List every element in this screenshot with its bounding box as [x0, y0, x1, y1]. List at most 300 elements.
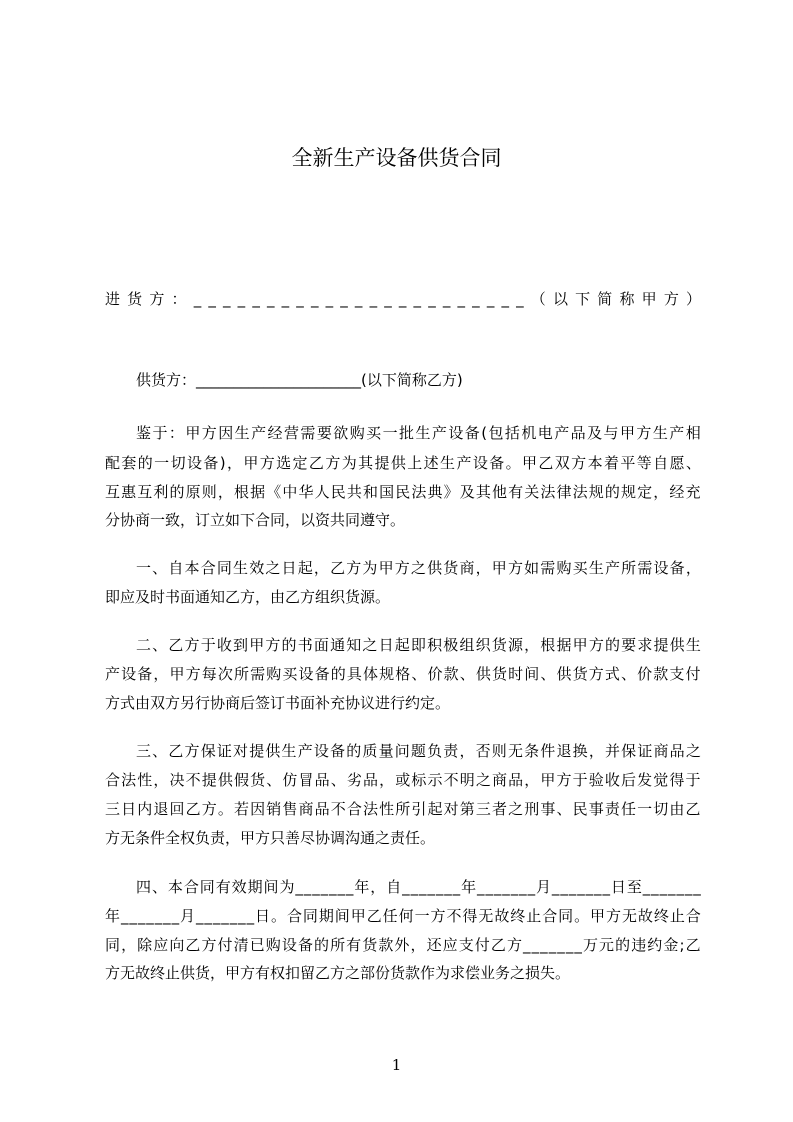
text-char: 产 — [251, 424, 267, 442]
text-char: 供 — [669, 636, 685, 654]
text-char: 不 — [446, 907, 462, 925]
text-char: 关 — [524, 483, 540, 501]
clause-3-line — [136, 741, 701, 761]
text-char: 体 — [363, 665, 379, 683]
text-char: 平 — [620, 454, 636, 472]
text-char: 止 — [669, 907, 685, 925]
text-char: 购 — [556, 559, 572, 577]
text-char: 合 — [105, 771, 121, 789]
text-char: 起 — [394, 636, 410, 654]
text-char: 组 — [459, 636, 475, 654]
text-char: 示 — [427, 771, 443, 789]
text-char: 积 — [427, 636, 443, 654]
text-char: 的 — [169, 483, 185, 501]
text-char: 外 — [394, 936, 410, 954]
text-char: 的 — [281, 636, 297, 654]
text-char: 据 — [556, 636, 572, 654]
text-char: 甲 — [572, 636, 588, 654]
text-char: 人 — [314, 483, 330, 501]
text-char: _ — [146, 907, 154, 925]
text-char: 款 — [443, 665, 459, 683]
text-char: 保 — [621, 742, 637, 760]
text-char: 日 — [121, 800, 137, 818]
text-char: 其 — [358, 454, 374, 472]
text-char: 提 — [201, 771, 217, 789]
text-char: 甲 — [350, 907, 366, 925]
text-char: 发 — [637, 771, 653, 789]
text-char: 合 — [286, 907, 302, 925]
text-char: 《 — [266, 483, 282, 501]
text-char: 元 — [599, 936, 615, 954]
text-char: 应 — [153, 936, 169, 954]
text-char: _ — [452, 878, 461, 896]
text-char: 需 — [540, 559, 556, 577]
text-char: 极 — [443, 636, 459, 654]
text-char: 供 — [475, 665, 491, 683]
text-char: 还 — [426, 936, 442, 954]
text-char: _ — [402, 878, 410, 896]
buyer-line-char: _ — [413, 290, 422, 308]
text-char: 一 — [154, 454, 170, 472]
supplier-label: 供货方： — [136, 371, 197, 389]
text-char: 内 — [137, 800, 153, 818]
text-char: 四 — [136, 878, 152, 896]
text-char: _ — [502, 878, 510, 896]
text-char: 合 — [542, 907, 558, 925]
text-char: 式 — [604, 665, 620, 683]
text-char: 源 — [507, 636, 523, 654]
text-char: 生 — [233, 559, 249, 577]
text-char: _ — [435, 878, 444, 896]
text-char: 商 — [492, 771, 508, 789]
buyer-line-char: 下 — [575, 290, 591, 308]
text-char: 支 — [458, 936, 474, 954]
text-char: 任 — [382, 907, 398, 925]
text-char: 乙 — [168, 742, 184, 760]
text-char: 甲 — [249, 636, 265, 654]
text-char: 约 — [647, 936, 663, 954]
text-char: _ — [477, 878, 485, 896]
text-char: 相 — [685, 424, 701, 442]
text-char: _ — [557, 936, 565, 954]
text-char: _ — [154, 907, 163, 925]
text-char: _ — [551, 878, 560, 896]
text-char: 货 — [443, 559, 459, 577]
text-char: ， — [459, 742, 475, 760]
text-char: 效 — [249, 559, 265, 577]
text-char: 甲 — [378, 559, 394, 577]
text-char: 如 — [524, 559, 540, 577]
text-char: 有 — [215, 878, 231, 896]
text-char: 对 — [233, 742, 249, 760]
text-char: 等 — [636, 454, 652, 472]
text-char: 起 — [297, 559, 313, 577]
text-char: 负 — [427, 742, 443, 760]
text-char: _ — [577, 878, 585, 896]
text-char: 其 — [475, 483, 491, 501]
text-char: 之 — [685, 742, 701, 760]
buyer-line-char: _ — [442, 290, 451, 308]
buyer-line-char: _ — [325, 290, 334, 308]
text-char: 备 — [330, 742, 346, 760]
buyer-line — [105, 289, 701, 309]
text-char: 产 — [554, 424, 570, 442]
text-char: 自 — [168, 559, 184, 577]
text-char: 供 — [390, 454, 406, 472]
text-char: 经 — [669, 483, 685, 501]
text-char: ， — [379, 771, 395, 789]
text-char: _ — [337, 878, 345, 896]
text-char: 于 — [200, 636, 216, 654]
text-char: 后 — [621, 771, 637, 789]
text-char: 之 — [265, 559, 281, 577]
text-char: 第 — [459, 800, 475, 818]
text-char: _ — [163, 907, 171, 925]
text-char: 方 — [636, 424, 652, 442]
text-char: ， — [410, 936, 426, 954]
text-char: 律 — [556, 483, 572, 501]
buyer-line-char: _ — [354, 290, 363, 308]
text-char: 、 — [152, 559, 168, 577]
buyer-line-char: 方 — [663, 290, 679, 308]
text-char: 同 — [105, 936, 121, 954]
text-char: 至 — [626, 878, 642, 896]
text-char: 方 — [259, 454, 275, 472]
text-char: 购 — [349, 424, 365, 442]
text-char: 除 — [137, 936, 153, 954]
text-char: 括 — [504, 424, 520, 442]
text-char: 退 — [153, 800, 169, 818]
text-char: 起 — [427, 800, 443, 818]
text-char: 证 — [637, 742, 653, 760]
preamble-line — [105, 453, 701, 473]
text-char: 故 — [494, 907, 510, 925]
text-char: 无 — [621, 907, 637, 925]
text-char: 违 — [631, 936, 647, 954]
text-char: 货 — [250, 771, 266, 789]
preamble-line: 分协商一致，订立如下合同，以资共同遵守。 — [105, 511, 406, 529]
text-char: ， — [226, 454, 242, 472]
text-char: 因 — [250, 800, 266, 818]
text-char: 向 — [169, 936, 185, 954]
text-char: 。 — [270, 907, 286, 925]
text-char: 法 — [540, 483, 556, 501]
text-char: 产 — [297, 742, 313, 760]
text-char: _ — [303, 878, 312, 896]
text-char: 方 — [184, 742, 200, 760]
clause-2-line — [136, 635, 701, 655]
text-char: 提 — [653, 636, 669, 654]
text-char: 共 — [346, 483, 362, 501]
text-char: 明 — [459, 771, 475, 789]
text-char: 生 — [685, 636, 701, 654]
text-char: 品 — [508, 771, 524, 789]
text-char: 定 — [637, 483, 653, 501]
text-char: 价 — [427, 665, 443, 683]
text-char: ， — [313, 559, 329, 577]
text-char: 题 — [410, 742, 426, 760]
text-char: 收 — [216, 636, 232, 654]
text-char: 甲 — [169, 665, 185, 683]
text-char: 的 — [137, 454, 153, 472]
buyer-line-char: _ — [384, 290, 392, 308]
text-char: 批 — [399, 424, 415, 442]
text-char: 付 — [685, 665, 701, 683]
text-char: 任 — [621, 800, 637, 818]
text-char: 量 — [378, 742, 394, 760]
text-char: 否 — [475, 742, 491, 760]
text-char: 终 — [653, 907, 669, 925]
text-char: 提 — [374, 454, 390, 472]
buyer-line-char: _ — [310, 290, 319, 308]
text-char: 二 — [136, 636, 152, 654]
text-char: 冒 — [298, 771, 314, 789]
buyer-line-char: ： — [171, 290, 187, 308]
text-char: 保 — [200, 742, 216, 760]
clause-4-line — [105, 935, 701, 955]
text-char: 购 — [265, 936, 281, 954]
text-char: _ — [229, 907, 238, 925]
text-char: 、 — [151, 878, 167, 896]
document-title: 全新生产设备供货合同 — [291, 146, 502, 170]
text-char: _ — [548, 936, 557, 954]
text-char: 、 — [152, 742, 168, 760]
text-char: 备 — [137, 665, 153, 683]
text-char: 之 — [508, 800, 524, 818]
text-char: ， — [153, 771, 169, 789]
clause-4-line — [105, 906, 701, 926]
text-char: 设 — [472, 454, 488, 472]
text-char: _ — [221, 907, 229, 925]
text-char: 自 — [386, 878, 402, 896]
text-char: 问 — [394, 742, 410, 760]
text-char: 华 — [298, 483, 314, 501]
text-char: _ — [345, 878, 354, 896]
text-char: _ — [602, 878, 610, 896]
text-char: 事 — [540, 800, 556, 818]
text-char: 合 — [685, 907, 701, 925]
text-char: 选 — [276, 454, 292, 472]
text-char: 有 — [508, 483, 524, 501]
text-char: 。 — [574, 907, 590, 925]
text-char: 、 — [459, 665, 475, 683]
text-char: 方 — [185, 665, 201, 683]
buyer-line-char: _ — [193, 290, 202, 308]
text-char: 方 — [201, 800, 217, 818]
text-char: 收 — [604, 771, 620, 789]
text-char: ， — [653, 483, 669, 501]
text-char: 品 — [314, 771, 330, 789]
text-char: 的 — [346, 742, 362, 760]
buyer-line-char: 货 — [127, 290, 143, 308]
text-char: 规 — [588, 483, 604, 501]
text-char: 备 — [464, 424, 480, 442]
text-char: 甲 — [590, 907, 606, 925]
text-char: ; — [679, 936, 685, 954]
buyer-line-char: _ — [208, 290, 216, 308]
text-char: 乙 — [366, 907, 382, 925]
text-char: 故 — [637, 907, 653, 925]
text-char: 需 — [250, 665, 266, 683]
text-char: 款 — [653, 665, 669, 683]
text-char: 条 — [524, 742, 540, 760]
text-char: 事 — [588, 800, 604, 818]
text-char: _ — [171, 907, 180, 925]
text-char: 需 — [637, 559, 653, 577]
text-char: 假 — [234, 771, 250, 789]
text-char: 月 — [535, 878, 551, 896]
text-char: 要 — [316, 424, 332, 442]
buyer-line-char: _ — [398, 290, 407, 308]
text-char: 每 — [201, 665, 217, 683]
text-char: 面 — [313, 636, 329, 654]
text-char: 因 — [218, 424, 234, 442]
text-char: 乙 — [185, 936, 201, 954]
text-char: 款 — [378, 936, 394, 954]
text-char: 一 — [414, 907, 430, 925]
text-char: 方 — [325, 454, 341, 472]
text-char: 得 — [669, 771, 685, 789]
text-char: 配 — [105, 454, 121, 472]
text-char: 的 — [615, 936, 631, 954]
text-char: 设 — [281, 936, 297, 954]
text-char: 同 — [216, 559, 232, 577]
text-char: 商 — [653, 742, 669, 760]
text-char: 不 — [443, 771, 459, 789]
text-char: 为 — [362, 559, 378, 577]
text-char: 对 — [443, 800, 459, 818]
text-char: 日 — [255, 907, 271, 925]
text-char: _ — [120, 907, 129, 925]
text-char: 合 — [183, 878, 199, 896]
clause-4-line: 方无故终止供货，甲方有权扣留乙方之部份货款作为求偿业务之损失。 — [105, 964, 571, 982]
text-char: 的 — [330, 665, 346, 683]
text-char: 售 — [282, 800, 298, 818]
text-char: 织 — [475, 636, 491, 654]
text-char: _ — [527, 878, 536, 896]
text-char: 惠 — [121, 483, 137, 501]
text-char: 责 — [443, 742, 459, 760]
text-char: 设 — [313, 742, 329, 760]
text-char: 觉 — [653, 771, 669, 789]
text-char: 日 — [281, 559, 297, 577]
text-char: ， — [121, 936, 137, 954]
text-char: _ — [137, 907, 146, 925]
text-char: 设 — [298, 665, 314, 683]
text-char: 生 — [440, 454, 456, 472]
text-char: 退 — [556, 742, 572, 760]
text-char: 责 — [604, 800, 620, 818]
text-char: 货 — [492, 665, 508, 683]
text-char: 求 — [637, 636, 653, 654]
text-char: 方 — [588, 665, 604, 683]
text-char: 方 — [346, 559, 362, 577]
text-char: 支 — [669, 665, 685, 683]
clause-3-line — [105, 799, 701, 819]
text-char: 不 — [185, 771, 201, 789]
text-char: 套 — [121, 454, 137, 472]
text-char: _ — [594, 878, 602, 896]
text-char: 知 — [346, 636, 362, 654]
text-char: 合 — [200, 559, 216, 577]
buyer-line-char: _ — [501, 290, 509, 308]
text-char: 货 — [362, 936, 378, 954]
text-char: 设 — [448, 424, 464, 442]
text-char: _ — [312, 878, 320, 896]
text-char: 乙 — [330, 559, 346, 577]
text-char: 法 — [121, 771, 137, 789]
text-char: 质 — [362, 742, 378, 760]
buyer-line-char: 以 — [552, 290, 568, 308]
text-char: 产 — [604, 559, 620, 577]
text-char: _ — [693, 878, 701, 896]
text-char: 经 — [267, 424, 283, 442]
text-char: 典 — [427, 483, 443, 501]
text-char: 之 — [410, 559, 426, 577]
clause-1-line — [136, 558, 701, 578]
text-char: 乙 — [685, 936, 701, 954]
text-char: 所 — [395, 800, 411, 818]
text-char: 年 — [461, 878, 477, 896]
text-char: 切 — [170, 454, 186, 472]
buyer-line-char: _ — [237, 290, 246, 308]
text-char: 性 — [137, 771, 153, 789]
text-char: 方 — [201, 424, 217, 442]
text-char: 时 — [508, 665, 524, 683]
text-char: 及 — [459, 483, 475, 501]
text-char: 甲 — [491, 559, 507, 577]
text-char: 产 — [105, 665, 121, 683]
text-char: 甲 — [185, 424, 201, 442]
text-char: 销 — [266, 800, 282, 818]
text-char: 民 — [330, 483, 346, 501]
text-char: 一 — [136, 559, 152, 577]
text-char: _ — [195, 907, 204, 925]
buyer-line-char: （ — [530, 290, 546, 308]
text-char: 设 — [186, 454, 202, 472]
text-char: 方 — [394, 559, 410, 577]
text-char: _ — [329, 878, 337, 896]
text-char: 甲 — [243, 454, 259, 472]
text-char: 品 — [669, 742, 685, 760]
text-char: _ — [568, 878, 577, 896]
text-char: 本 — [167, 878, 183, 896]
text-char: 购 — [266, 665, 282, 683]
text-char: 备 — [314, 665, 330, 683]
text-char: 本 — [587, 454, 603, 472]
text-char: 民 — [572, 800, 588, 818]
text-char: 、 — [330, 771, 346, 789]
text-char: 生 — [234, 424, 250, 442]
supplier-line — [136, 370, 701, 390]
text-char: 切 — [653, 800, 669, 818]
text-char: 付 — [217, 936, 233, 954]
text-char: 应 — [442, 936, 458, 954]
text-char: _ — [659, 878, 668, 896]
text-char: 、 — [152, 636, 168, 654]
text-char: 互 — [105, 483, 121, 501]
text-char: 充 — [685, 483, 701, 501]
text-char: 的 — [314, 936, 330, 954]
text-char: 付 — [474, 936, 490, 954]
text-char: 法 — [572, 483, 588, 501]
text-char: ， — [370, 878, 386, 896]
text-char: _ — [651, 878, 659, 896]
text-char: 营 — [283, 424, 299, 442]
text-char: 供 — [556, 665, 572, 683]
text-char: 一 — [637, 800, 653, 818]
buyer-line-char: ） — [685, 290, 701, 308]
